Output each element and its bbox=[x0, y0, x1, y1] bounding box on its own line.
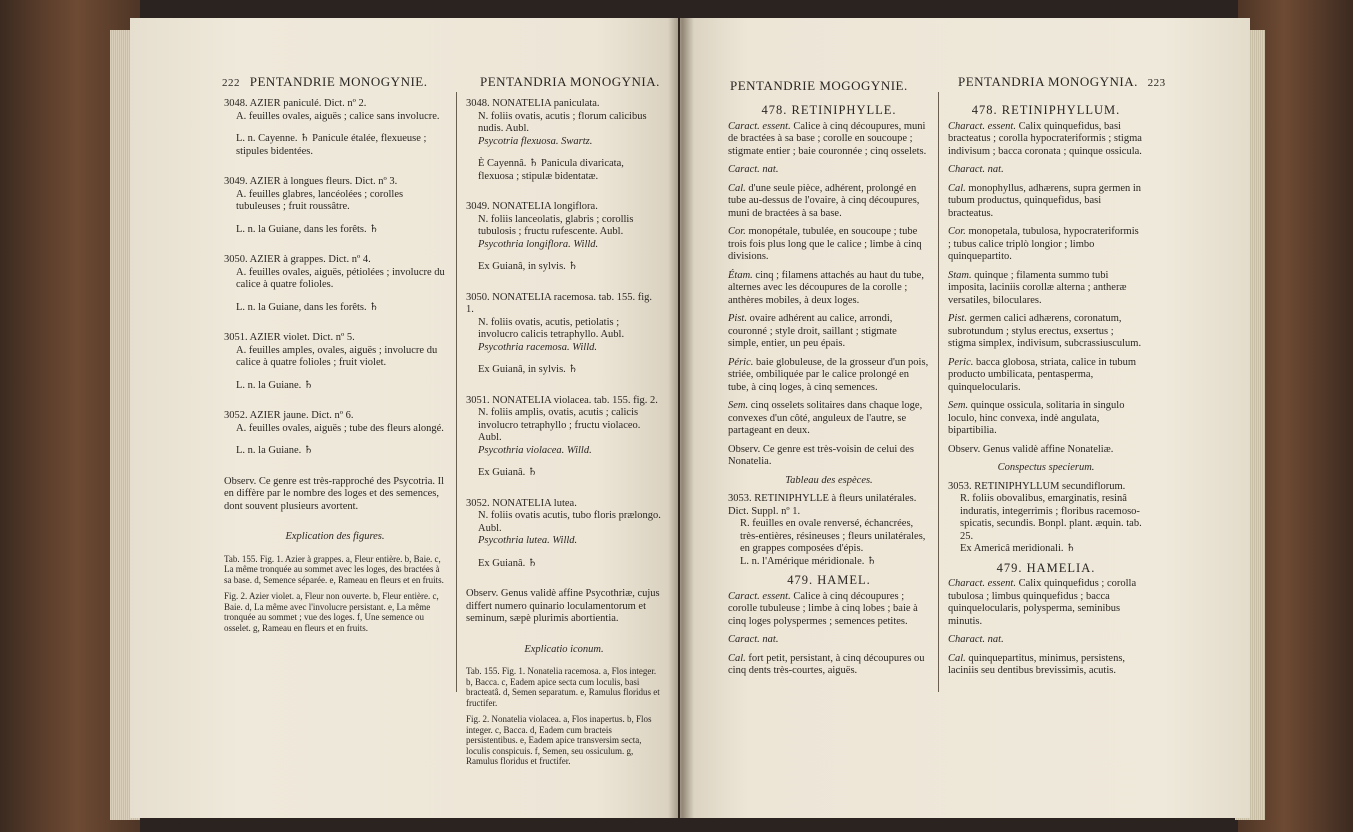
section-label: Caract. nat. bbox=[728, 164, 779, 175]
character-section bbox=[948, 634, 1144, 647]
entry-locality: L. n. la Guiane. ♄ bbox=[236, 445, 314, 456]
character-section bbox=[948, 653, 1144, 678]
section-text: quinque ossicula, solitaria in singulo loculo, hinc convexa, indè angulata, bipartibilia. bbox=[948, 400, 1125, 436]
entry-synonym: Psycothria lutea. Willd. bbox=[478, 535, 578, 546]
section-text: cinq ; filamens attachés au haut du tube, alternes avec les découpures de la corolle ; anthères mobiles, à deux loges. bbox=[728, 269, 924, 306]
section-text: monophyllus, adhærens, supra germen in tubum productus, quinquefidus, basi bracteatus. bbox=[948, 182, 1142, 219]
observation: Observ. Ce genre est très-voisin de celui des Nonatelia. bbox=[728, 443, 914, 467]
right-column-french bbox=[728, 100, 930, 684]
section-text: baie globuleuse, de la grosseur d'un pois, striée, ombiliquée par le calice prolongé en tube, à cinq loges, à cinq semences. bbox=[728, 356, 929, 393]
character-section bbox=[948, 121, 1144, 159]
section-text: quinque ; filamenta summo tubi imposita, laciniis corollæ alterna ; antheræ versatiles, biloculares. bbox=[948, 269, 1127, 306]
section-text: Calice à cinq découpures ; corolle tubuleuse ; limbe à cinq lobes ; baie à cinq loges polyspermes ; semences petites. bbox=[728, 590, 918, 627]
species-description: R. feuilles en ovale renversé, échancrées, très-entières, résineuses ; fleurs unilatérales, en grappes composées d'épis. bbox=[740, 518, 926, 554]
species-description: R. foliis obovalibus, emarginatis, resinâ induratis, integerrimis ; floribus racemoso-spicatis, secundis. Bonpl. plant. æquin. tab. 25. bbox=[960, 493, 1142, 542]
species-table-title: Conspectus specierum. bbox=[997, 462, 1095, 473]
section-label: Sem. bbox=[728, 400, 749, 411]
character-section bbox=[728, 591, 930, 629]
section-label: Charact. essent. bbox=[948, 120, 1016, 132]
spacer bbox=[224, 458, 446, 476]
section-label: Charact. essent. bbox=[948, 578, 1016, 589]
entry-heading: 3052. NONATELIA lutea. bbox=[466, 497, 577, 509]
spacer bbox=[466, 626, 662, 644]
character-section bbox=[728, 313, 930, 351]
entry-synonym: Psycothria racemosa. Willd. bbox=[478, 341, 597, 353]
figure-caption: Fig. 2. Azier violet. a, Fleur non ouverte. b, Fleur entière. c, Baie. d, La même avec l'involucre persistant. e, La même tronquée au sommet ; vue des loges. f, Une semence ou osselet. g, Rameau en fleurs et en fruits. bbox=[224, 591, 439, 633]
character-section bbox=[948, 357, 1144, 395]
section-label: Cal. bbox=[728, 182, 746, 194]
character-section bbox=[728, 634, 930, 647]
column-divider bbox=[456, 92, 457, 692]
spacer bbox=[224, 435, 446, 445]
entry-description: A. feuilles glabres, lancéolées ; corolles tubuleuses ; fruit roussâtre. bbox=[236, 188, 404, 212]
spacer bbox=[224, 314, 446, 332]
entry-description: A. feuilles ovales, aiguës, pétiolées ; involucre du calice à quatre folioles. bbox=[236, 266, 445, 290]
species-heading: 3053. RETINIPHYLLE à fleurs unilatérales. Dict. Suppl. nº 1. bbox=[728, 493, 917, 517]
section-label: Cor. bbox=[948, 226, 966, 237]
character-section bbox=[948, 313, 1144, 351]
section-label: Charact. nat. bbox=[948, 164, 1004, 175]
genus-title: 479. HAMELIA. bbox=[996, 560, 1096, 575]
entry-synonym: Psycothria violacea. Willd. bbox=[478, 444, 592, 456]
entry-description: N. foliis amplis, ovatis, acutis ; calicis involucro tetraphyllo ; fructu violaceo. Aubl. bbox=[478, 407, 641, 443]
section-label: Cal. bbox=[948, 182, 966, 194]
column-divider-right bbox=[938, 92, 939, 692]
entry-locality: L. n. la Guiane. ♄ bbox=[236, 379, 314, 391]
entry-description: A. feuilles amples, ovales, aiguës ; involucre du calice à quatre folioles ; fruit violet. bbox=[236, 344, 438, 368]
entry-heading: 3050. AZIER à grappes. Dict. nº 4. bbox=[224, 254, 371, 265]
section-label: Sem. bbox=[948, 400, 969, 411]
book-gutter bbox=[668, 18, 694, 818]
section-text: Calix quinquefidus ; corolla tubulosa ; limbus quinquefidus ; bacca quinquelocularis, polysperma, seminibus minutis. bbox=[948, 578, 1137, 627]
spacer bbox=[224, 513, 446, 531]
running-head-la: PENTANDRIA MONOGYNIA. bbox=[480, 74, 660, 89]
entry-locality: È Cayennâ. ♄ Panicula divaricata, flexuosa ; stipulæ bidentatæ. bbox=[478, 158, 624, 182]
entry-heading: 3049. NONATELIA longiflora. bbox=[466, 201, 598, 212]
entry-synonym: Psycotria flexuosa. Swartz. bbox=[478, 135, 593, 147]
spacer bbox=[224, 370, 446, 380]
section-text: cinq osselets solitaires dans chaque loge, convexes d'un côté, anguleux de l'autre, se partageant en deux. bbox=[728, 400, 923, 436]
entry-description: N. foliis ovatis acutis, tubo floris prælongo. Aubl. bbox=[478, 510, 661, 534]
spacer bbox=[224, 123, 446, 133]
left-column-latin bbox=[466, 98, 662, 773]
entry-description: A. feuilles ovales, aiguës ; calice sans involucre. bbox=[236, 110, 440, 122]
entry-heading: 3049. AZIER à longues fleurs. Dict. nº 3. bbox=[224, 176, 398, 187]
section-text: d'une seule pièce, adhérent, prolongé en tube au-dessus de l'ovaire, à cinq découpures, muni de bractées à sa base. bbox=[728, 182, 920, 219]
spacer bbox=[466, 274, 662, 292]
character-section bbox=[948, 270, 1144, 308]
character-section bbox=[948, 183, 1144, 221]
entry-description: A. feuilles ovales, aiguës ; tube des fleurs alongé. bbox=[236, 422, 444, 434]
section-text: fort petit, persistant, à cinq découpures ou cinq dents très-courtes, aiguës. bbox=[728, 652, 925, 676]
entry-locality: Ex Guianâ. ♄ bbox=[478, 557, 538, 569]
right-page-header bbox=[958, 76, 1166, 90]
species-locality: L. n. l'Amérique méridionale. ♄ bbox=[740, 555, 877, 567]
figure-caption: Fig. 2. Nonatelia violacea. a, Flos inapertus. b, Flos integer. c, Bacca. d, Eadem cum bracteis persistentibus. e, Eadem apice transversim secta, loculis conspicuis. f, Semen, seu ossiculum. g, Ramulus floridus et fructifer. bbox=[466, 714, 652, 766]
section-text: bacca globosa, striata, calice in tubum producto umbilicata, pentasperma, quinquelocularis. bbox=[948, 356, 1137, 393]
entry-heading: 3052. AZIER jaune. Dict. nº 6. bbox=[224, 410, 354, 421]
section-label: Cor. bbox=[728, 226, 746, 237]
entry-heading: 3051. AZIER violet. Dict. nº 5. bbox=[224, 332, 355, 343]
section-label: Cal. bbox=[728, 652, 746, 664]
genus-title: 478. RETINIPHYLLE. bbox=[761, 103, 897, 117]
spacer bbox=[466, 148, 662, 158]
entry-heading: 3051. NONATELIA violacea. tab. 155. fig. 2. bbox=[466, 394, 658, 406]
species-table-title: Tableau des espèces. bbox=[785, 474, 873, 486]
right-column-latin bbox=[948, 100, 1144, 684]
entry-heading: 3050. NONATELIA racemosa. tab. 155. fig. 1. bbox=[466, 291, 653, 315]
entry-synonym: Psycothria longiflora. Willd. bbox=[478, 238, 599, 250]
entry-heading: 3048. AZIER paniculé. Dict. nº 2. bbox=[224, 98, 367, 109]
entry-heading: 3048. NONATELIA paniculata. bbox=[466, 98, 600, 109]
section-label: Charact. nat. bbox=[948, 634, 1004, 645]
entry-description: N. foliis ovatis, acutis, petiolatis ; involucro calicis tetraphyllo. Aubl. bbox=[478, 316, 625, 340]
spacer bbox=[466, 183, 662, 201]
spacer bbox=[466, 377, 662, 395]
section-text: monopetala, tubulosa, hypocrateriformis ; tubus calice triplò longior ; limbo quinquepartito. bbox=[948, 226, 1139, 262]
page-number: 222 bbox=[222, 77, 240, 89]
section-label: Caract. essent. bbox=[728, 120, 791, 132]
character-section bbox=[728, 653, 930, 678]
character-section bbox=[728, 270, 930, 308]
character-section bbox=[948, 164, 1144, 177]
species-locality: Ex Americâ meridionali. ♄ bbox=[960, 543, 1076, 554]
entry-description: N. foliis ovatis, acutis ; florum calicibus nudis. Aubl. bbox=[478, 110, 647, 134]
entry-description: N. foliis lanceolatis, glabris ; corollis tubulosis ; fructu rufescente. Aubl. bbox=[478, 213, 634, 237]
left-page-header bbox=[222, 76, 427, 90]
entry-locality: Ex Guianâ, in sylvis. ♄ bbox=[478, 261, 578, 272]
explanation-title: Explication des figures. bbox=[285, 531, 385, 542]
genus-title: 479. HAMEL. bbox=[787, 573, 871, 587]
character-section bbox=[728, 164, 930, 177]
spacer bbox=[224, 392, 446, 410]
spacer bbox=[224, 236, 446, 254]
spacer bbox=[466, 251, 662, 261]
figure-caption: Tab. 155. Fig. 1. Nonatelia racemosa. a, Flos integer. b, Bacca. c, Eadem apice secta cum loculis, basi bracteatâ. d, Semen separatum. e, Ramulus floridus et fructifer. bbox=[466, 666, 660, 708]
species-heading: 3053. RETINIPHYLLUM secundiflorum. bbox=[948, 480, 1126, 492]
spacer bbox=[466, 457, 662, 467]
character-section bbox=[948, 226, 1144, 264]
observation: Observ. Genus validè affine Nonateliæ. bbox=[948, 443, 1114, 455]
spacer bbox=[466, 570, 662, 588]
section-label: Pist. bbox=[728, 313, 747, 324]
section-label: Peric. bbox=[948, 356, 974, 368]
section-text: quinquepartitus, minimus, persistens, laciniis seu dentibus brevissimis, acutis. bbox=[948, 652, 1126, 676]
character-section bbox=[728, 400, 930, 438]
spacer bbox=[466, 548, 662, 558]
character-section bbox=[948, 578, 1144, 628]
character-section bbox=[728, 121, 930, 159]
page-number-right: 223 bbox=[1147, 77, 1166, 89]
section-text: germen calici adhærens, coronatum, subrotundum ; stylus erectus, exsertus ; stigma simplex, indivisum, subcrassiusculum. bbox=[948, 313, 1142, 349]
running-head-fr: PENTANDRIE MONOGYNIE. bbox=[249, 74, 428, 89]
explanation-title: Explicatio iconum. bbox=[524, 643, 604, 655]
spacer bbox=[224, 158, 446, 176]
left-column-french bbox=[224, 98, 446, 639]
running-head-fr-right: PENTANDRIE MOGOGYNIE. bbox=[730, 78, 908, 93]
spacer bbox=[466, 656, 662, 666]
spacer bbox=[466, 354, 662, 364]
section-label: Péric. bbox=[728, 356, 754, 368]
observation: Observ. Ce genre est très-rapproché des Psycotria. Il en diffère par le nombre des loges et des semences, dont souvent plusieurs avortent. bbox=[224, 475, 445, 512]
spacer bbox=[224, 214, 446, 224]
entry-locality: Ex Guianâ. ♄ bbox=[478, 467, 538, 478]
section-label: Étam. bbox=[728, 269, 753, 281]
spacer bbox=[224, 292, 446, 302]
section-label: Caract. essent. bbox=[728, 590, 791, 602]
entry-locality: L. n. Cayenne. ♄ Panicule étalée, flexueuse ; stipules bidentées. bbox=[236, 133, 427, 157]
section-text: Calice à cinq découpures, muni de bractées à sa base ; corolle en soucoupe ; stigmate entier ; baie couronnée ; cinq osselets. bbox=[728, 120, 927, 157]
section-text: Calix quinquefidus, basi bracteatus ; corolla hypocrateriformis ; stigma indivisum ; bacca coronata ; quinque ossicula. bbox=[948, 120, 1142, 157]
running-head-la-right: PENTANDRIA MONOGYNIA. bbox=[958, 74, 1138, 89]
genus-title: 478. RETINIPHYLLUM. bbox=[971, 103, 1121, 117]
section-label: Pist. bbox=[948, 313, 967, 324]
entry-locality: L. n. la Guiane, dans les forêts. ♄ bbox=[236, 301, 379, 313]
character-section bbox=[728, 357, 930, 395]
character-section bbox=[948, 400, 1144, 438]
observation: Observ. Genus validè affine Psycothriæ, cujus differt numero quinario loculamentorum et seminum, sæpè plurimis abortientia. bbox=[466, 588, 660, 624]
character-section bbox=[728, 226, 930, 264]
spacer bbox=[224, 544, 446, 554]
section-label: Stam. bbox=[948, 269, 972, 281]
section-text: ovaire adhérent au calice, arrondi, couronné ; style droit, saillant ; stigmate simple, entier, un peu épais. bbox=[728, 313, 897, 349]
section-label: Cal. bbox=[948, 652, 966, 664]
character-section bbox=[728, 183, 930, 221]
entry-locality: Ex Guianâ, in sylvis. ♄ bbox=[478, 364, 578, 375]
entry-locality: L. n. la Guiane, dans les forêts. ♄ bbox=[236, 223, 379, 235]
section-text: monopétale, tubulée, en soucoupe ; tube trois fois plus long que le calice ; limbe à cinq divisions. bbox=[728, 226, 922, 262]
spacer bbox=[466, 480, 662, 498]
figure-caption: Tab. 155. Fig. 1. Azier à grappes. a, Fleur entière. b, Baie. c, La même tronquée au sommet avec les loges, des bractées à sa base. d, Semence séparée. e, Rameau en fleurs et en fruits. bbox=[224, 553, 444, 585]
section-label: Caract. nat. bbox=[728, 634, 779, 645]
